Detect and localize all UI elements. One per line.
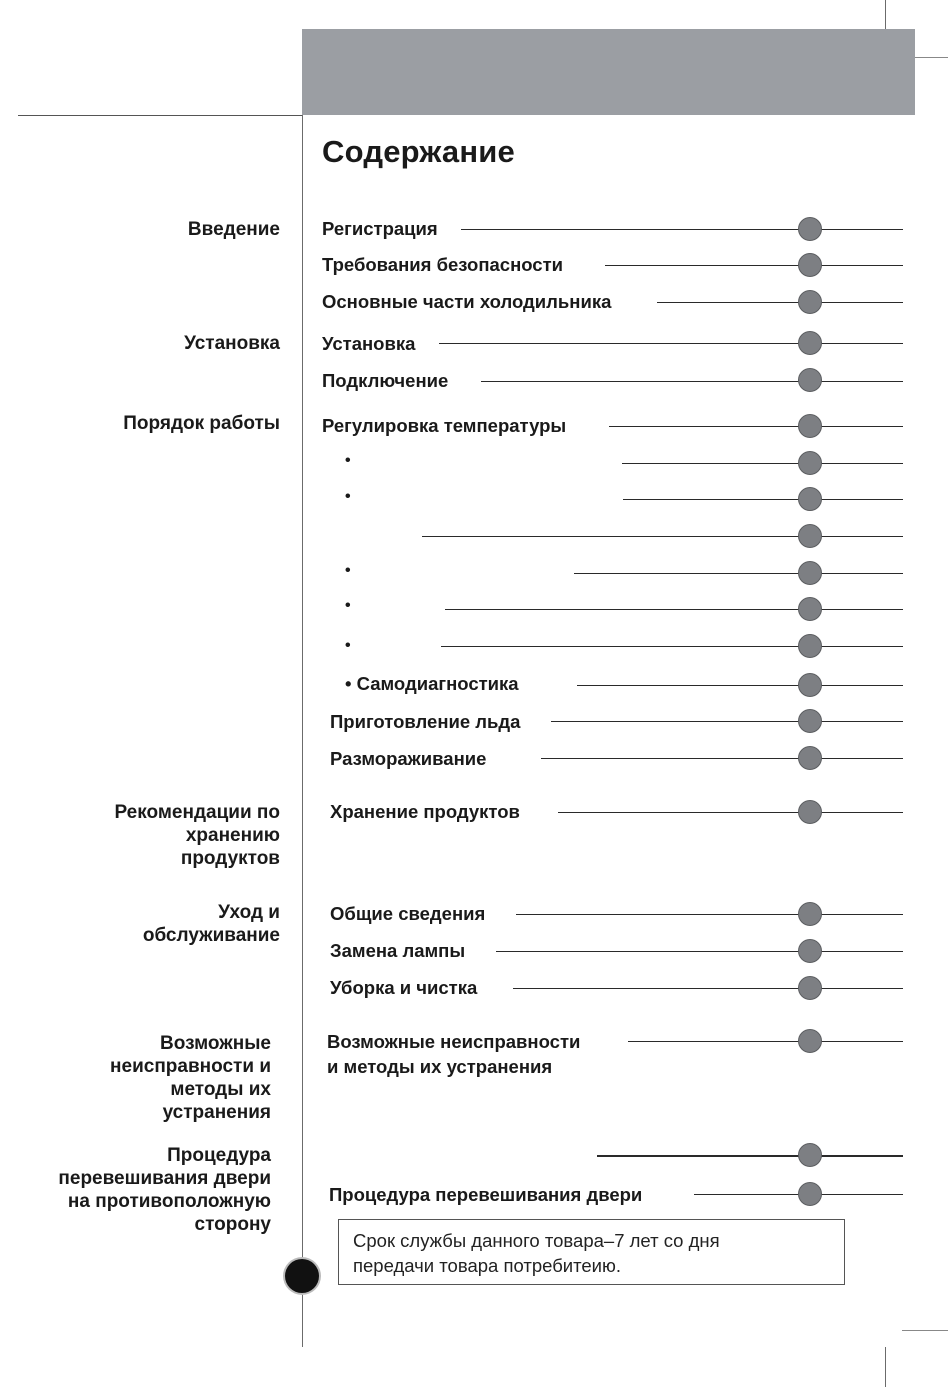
toc-item[interactable]: Регулировка температуры	[322, 415, 567, 436]
leader-line	[574, 573, 903, 574]
page-number-marker	[285, 1259, 319, 1293]
section-door-line: Процедура	[167, 1145, 271, 1166]
leader-line	[439, 343, 903, 344]
page-marker-icon	[798, 451, 822, 475]
page-marker-icon	[798, 487, 822, 511]
toc-item[interactable]: Возможные неисправности	[327, 1031, 581, 1052]
header-band	[302, 29, 915, 115]
page-marker-icon	[798, 1029, 822, 1053]
top-rule	[18, 115, 302, 116]
section-trouble-line: устранения	[162, 1102, 271, 1123]
note-line: Срок службы данного товара–7 лет со дня	[353, 1230, 720, 1251]
crop-mark-top	[885, 0, 886, 29]
leader-line	[551, 721, 903, 722]
bullet: •	[345, 562, 351, 579]
leader-line	[516, 914, 903, 915]
toc-item[interactable]: Хранение продуктов	[330, 801, 520, 822]
page-marker-icon	[798, 597, 822, 621]
page-title: Содержание	[322, 134, 515, 169]
leader-line	[657, 302, 903, 303]
page-marker-icon	[798, 331, 822, 355]
page-marker-icon	[798, 709, 822, 733]
page-marker-icon	[798, 673, 822, 697]
toc-item[interactable]: Регистрация	[322, 218, 438, 239]
leader-line	[496, 951, 903, 952]
page-marker-icon	[798, 253, 822, 277]
section-intro: Введение	[187, 219, 280, 240]
toc-item[interactable]: Основные части холодильника	[322, 291, 612, 312]
page-marker-icon	[798, 634, 822, 658]
service-life-note	[338, 1219, 845, 1285]
page-marker-icon	[798, 524, 822, 548]
leader-line	[605, 265, 903, 266]
section-door-line: на противоположную	[67, 1191, 271, 1212]
crop-mark-right-bottom	[902, 1330, 948, 1331]
leader-line	[422, 536, 903, 537]
toc-item[interactable]: Уборка и чистка	[330, 977, 478, 998]
section-trouble	[110, 1032, 271, 1124]
section-storage	[114, 801, 280, 870]
page-marker-icon	[798, 976, 822, 1000]
leader-line	[558, 812, 903, 813]
toc-item[interactable]: Замена лампы	[330, 940, 466, 961]
toc-item[interactable]: Приготовление льда	[330, 711, 521, 732]
leader-line	[577, 685, 903, 686]
page-marker-icon	[798, 902, 822, 926]
section-care	[143, 901, 280, 947]
section-storage-line: Рекомендации по	[114, 802, 280, 823]
page-marker-icon	[798, 1143, 822, 1167]
toc-item[interactable]: Установка	[322, 333, 416, 354]
page-marker-icon	[798, 746, 822, 770]
section-trouble-line: неисправности и	[110, 1056, 271, 1077]
page-marker-icon	[798, 939, 822, 963]
bullet: •	[345, 637, 351, 654]
section-care-line: обслуживание	[142, 925, 280, 946]
section-trouble-line: Возможные	[160, 1033, 271, 1054]
section-install: Установка	[184, 333, 280, 354]
toc-item[interactable]: Процедура перевешивания двери	[329, 1184, 643, 1205]
section-trouble-line: методы их	[170, 1079, 271, 1100]
note-line: передачи товара потребитеию.	[353, 1255, 622, 1276]
bullet: •	[345, 488, 351, 505]
leader-line	[623, 499, 903, 500]
leader-line	[481, 381, 903, 382]
toc-item-continued[interactable]: и методы их устранения	[327, 1056, 553, 1077]
page-marker-icon	[798, 414, 822, 438]
toc-item[interactable]: Подключение	[322, 370, 449, 391]
page-marker-icon	[798, 368, 822, 392]
bullet: •	[345, 597, 351, 614]
section-door-line: перевешивания двери	[58, 1168, 271, 1189]
crop-mark-bottom	[885, 1347, 886, 1387]
section-door	[58, 1144, 271, 1236]
toc-item[interactable]: • Самодиагностика	[345, 673, 519, 694]
crop-mark-right-top	[915, 57, 948, 58]
leader-line	[461, 229, 903, 230]
section-care-line: Уход и	[218, 902, 280, 923]
page-marker-icon	[798, 290, 822, 314]
leader-line	[597, 1155, 903, 1157]
page-marker-icon	[798, 800, 822, 824]
section-operation: Порядок работы	[123, 413, 280, 434]
leader-line	[628, 1041, 903, 1042]
toc-item[interactable]: Требования безопасности	[322, 254, 564, 275]
page-marker-icon	[798, 561, 822, 585]
toc-item[interactable]: Общие сведения	[330, 903, 486, 924]
toc-item[interactable]: Размораживание	[330, 748, 487, 769]
leader-line	[445, 609, 903, 610]
section-storage-line: хранению	[185, 825, 280, 846]
bullet: •	[345, 452, 351, 469]
page-marker-icon	[798, 1182, 822, 1206]
leader-line	[541, 758, 903, 759]
section-storage-line: продуктов	[180, 848, 280, 869]
page-marker-icon	[798, 217, 822, 241]
leader-line	[609, 426, 903, 427]
leader-line	[622, 463, 903, 464]
leader-line	[513, 988, 903, 989]
center-divider	[302, 115, 303, 1347]
leader-line	[441, 646, 903, 647]
section-door-line: сторону	[194, 1214, 271, 1235]
